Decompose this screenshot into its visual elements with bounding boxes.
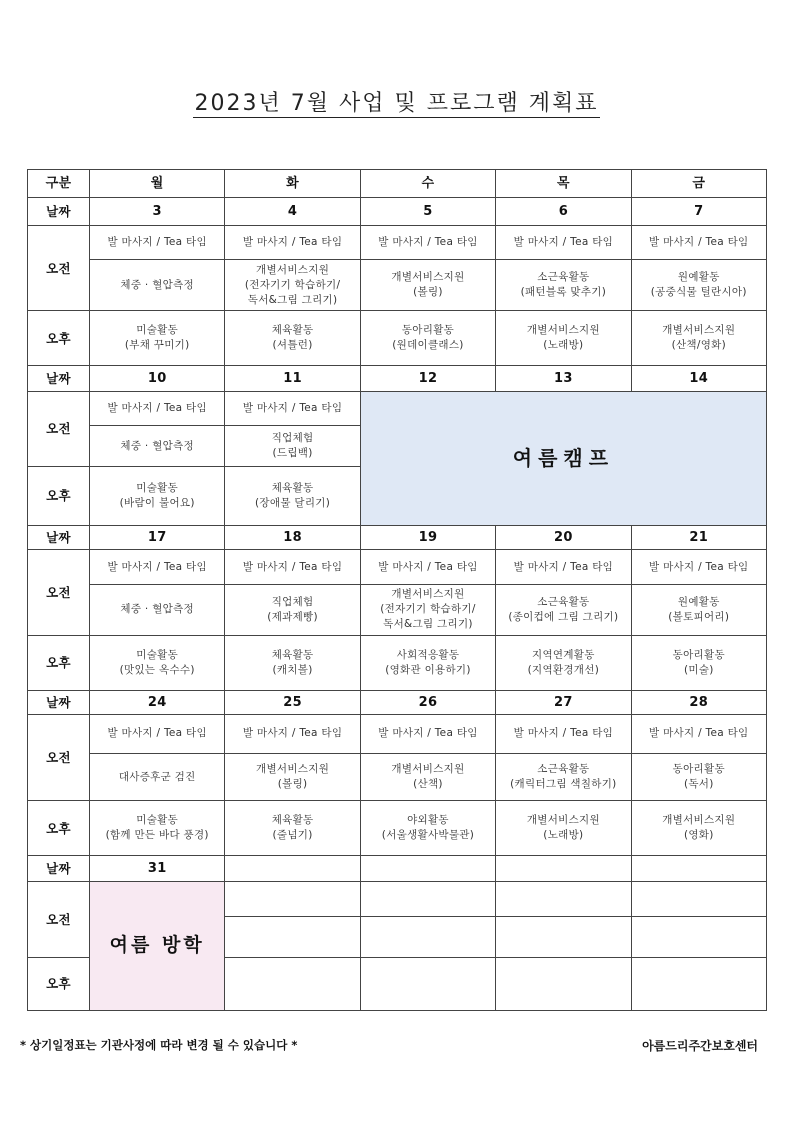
activity-line: (셔틀런)	[272, 339, 313, 352]
activity-cell	[631, 311, 766, 366]
weekday-header: 월	[90, 170, 225, 198]
activity-cell	[496, 801, 631, 856]
activity-line: (전자기기 학습하기/	[380, 603, 476, 616]
pm-label: 오후	[28, 801, 90, 856]
activity-cell	[360, 635, 495, 690]
am-row-1	[28, 225, 767, 260]
pm-label: 오후	[28, 311, 90, 366]
activity-line: 개별서비스지원	[256, 763, 330, 776]
activity-cell	[631, 260, 766, 311]
activity-line: 체중 · 혈압측정	[120, 278, 194, 291]
activity-line: 개별서비스지원	[662, 324, 736, 337]
activity-cell	[631, 801, 766, 856]
activity-cell	[496, 753, 631, 801]
summer-vacation-event: 여름 방학	[90, 881, 225, 1010]
activity-line: (부채 꾸미기)	[124, 339, 190, 352]
activity-line: (맛있는 옥수수)	[119, 663, 195, 676]
activity-cell	[225, 311, 360, 366]
day-number: 28	[631, 690, 766, 714]
pm-label: 오후	[28, 635, 90, 690]
activity-cell: 발 마사지 / Tea 타임	[631, 550, 766, 585]
pm-label: 오후	[28, 957, 90, 1010]
activity-line: (미술)	[683, 663, 714, 676]
activity-cell: 발 마사지 / Tea 타임	[631, 225, 766, 260]
am-row-1	[28, 881, 767, 917]
activity-line: (영화)	[683, 829, 714, 842]
empty-cell	[496, 856, 631, 881]
activity-cell	[225, 260, 360, 311]
activity-cell	[225, 466, 360, 525]
day-number: 7	[631, 198, 766, 225]
day-number: 31	[90, 856, 225, 881]
activity-line: 미술활동	[136, 481, 179, 494]
activity-cell: 발 마사지 / Tea 타임	[360, 225, 495, 260]
empty-cell	[360, 957, 495, 1010]
activity-line: 독서&그림 그리기)	[383, 618, 473, 631]
activity-line: 사회적응활동	[396, 648, 460, 661]
activity-line: 원예활동	[677, 271, 720, 284]
summer-camp-event: 여름캠프	[360, 391, 766, 525]
empty-cell	[360, 917, 495, 958]
activity-line: (독서)	[683, 778, 714, 791]
activity-cell	[496, 260, 631, 311]
activity-cell: 발 마사지 / Tea 타임	[90, 391, 225, 426]
activity-cell	[90, 426, 225, 467]
activity-cell: 발 마사지 / Tea 타임	[90, 550, 225, 585]
day-number: 5	[360, 198, 495, 225]
activity-line: 개별서비스지원	[391, 588, 465, 601]
pm-row	[28, 635, 767, 690]
activity-cell: 발 마사지 / Tea 타임	[496, 714, 631, 753]
activity-cell	[631, 635, 766, 690]
empty-cell	[631, 856, 766, 881]
am-label: 오전	[28, 550, 90, 635]
activity-cell: 발 마사지 / Tea 타임	[225, 391, 360, 426]
activity-line: 미술활동	[136, 324, 179, 337]
activity-line: (산책)	[413, 778, 443, 791]
pm-row	[28, 311, 767, 366]
day-number: 12	[360, 366, 495, 391]
date-row	[28, 856, 767, 881]
activity-cell: 발 마사지 / Tea 타임	[496, 225, 631, 260]
activity-cell: 발 마사지 / Tea 타임	[631, 714, 766, 753]
activity-cell	[225, 801, 360, 856]
day-number: 25	[225, 690, 360, 714]
activity-line: (패턴블록 맞추기)	[520, 286, 607, 299]
day-number: 27	[496, 690, 631, 714]
weekday-header: 화	[225, 170, 360, 198]
day-number: 4	[225, 198, 360, 225]
activity-line: 소근육활동	[537, 271, 590, 284]
activity-line: (노래방)	[543, 829, 584, 842]
activity-line: (볼링)	[277, 778, 308, 791]
activity-cell	[496, 584, 631, 635]
activity-line: (서울생활사박물관)	[381, 829, 475, 842]
activity-cell	[360, 260, 495, 311]
empty-cell	[360, 881, 495, 917]
date-label: 날짜	[28, 525, 90, 549]
activity-line: 체육활동	[271, 814, 314, 827]
day-number: 21	[631, 525, 766, 549]
day-number: 10	[90, 366, 225, 391]
empty-cell	[225, 957, 360, 1010]
date-label: 날짜	[28, 690, 90, 714]
day-number: 14	[631, 366, 766, 391]
activity-line: (전자기기 학습하기/	[244, 278, 341, 291]
activity-line: 원예활동	[677, 595, 720, 608]
empty-cell	[360, 856, 495, 881]
activity-line: (지역환경개선)	[527, 663, 600, 676]
activity-line: 동아리활동	[672, 648, 725, 661]
empty-cell	[631, 917, 766, 958]
date-row	[28, 198, 767, 225]
date-row	[28, 690, 767, 714]
activity-cell	[496, 635, 631, 690]
am-row-1	[28, 714, 767, 753]
am-label: 오전	[28, 391, 90, 466]
day-number: 13	[496, 366, 631, 391]
date-label: 날짜	[28, 856, 90, 881]
activity-line: 야외활동	[407, 814, 449, 827]
activity-cell	[360, 584, 495, 635]
activity-line: 개별서비스지원	[256, 263, 330, 276]
activity-line: (제과제빵)	[267, 610, 318, 623]
activity-cell: 발 마사지 / Tea 타임	[225, 225, 360, 260]
am-row-1	[28, 550, 767, 585]
empty-cell	[225, 856, 360, 881]
activity-line: (드립백)	[272, 447, 313, 460]
am-row-2	[28, 584, 767, 635]
day-number: 26	[360, 690, 495, 714]
pm-label: 오후	[28, 466, 90, 525]
activity-cell	[90, 753, 225, 801]
activity-line: 소근육활동	[537, 763, 590, 776]
page-title	[0, 86, 793, 117]
empty-cell	[225, 881, 360, 917]
activity-line: (장애물 달리기)	[255, 496, 331, 509]
am-label: 오전	[28, 225, 90, 310]
am-row-2	[28, 753, 767, 801]
activity-cell	[631, 584, 766, 635]
activity-cell	[225, 635, 360, 690]
organization-name: 아름드리주간보호센터	[642, 1039, 758, 1053]
activity-line: (종이컵에 그림 그리기)	[508, 610, 619, 623]
pm-row	[28, 801, 767, 856]
activity-cell	[225, 753, 360, 801]
activity-line: 체중 · 혈압측정	[120, 439, 194, 452]
date-row	[28, 366, 767, 391]
activity-line: (캐치볼)	[272, 663, 313, 676]
activity-line: 체육활동	[271, 324, 314, 337]
empty-cell	[496, 957, 631, 1010]
activity-line: 직업체험	[271, 432, 314, 445]
category-header: 구분	[28, 170, 90, 198]
day-number: 17	[90, 525, 225, 549]
activity-cell	[90, 466, 225, 525]
activity-cell	[225, 584, 360, 635]
activity-line: 미술활동	[136, 814, 179, 827]
empty-cell	[225, 917, 360, 958]
activity-line: (산책/영화)	[671, 339, 726, 352]
activity-line: (공중식물 틸란시아)	[650, 286, 747, 299]
activity-cell: 발 마사지 / Tea 타임	[496, 550, 631, 585]
am-label: 오전	[28, 714, 90, 800]
activity-line: (볼토피어리)	[668, 610, 730, 623]
activity-line: 소근육활동	[537, 595, 590, 608]
activity-cell	[90, 584, 225, 635]
activity-cell	[360, 311, 495, 366]
date-label: 날짜	[28, 198, 90, 225]
activity-line: 체중 · 혈압측정	[120, 603, 194, 616]
weekday-header: 금	[631, 170, 766, 198]
activity-line: 직업체험	[271, 595, 314, 608]
am-label: 오전	[28, 881, 90, 957]
activity-cell	[225, 426, 360, 467]
activity-cell	[360, 801, 495, 856]
schedule-change-notice: * 상기일정표는 기관사정에 따라 변경 될 수 있습니다 *	[20, 1038, 298, 1052]
day-number: 18	[225, 525, 360, 549]
activity-cell	[496, 311, 631, 366]
activity-line: 독서&그림 그리기)	[247, 293, 338, 306]
activity-line: (원데이클래스)	[392, 339, 464, 352]
schedule-table	[27, 169, 767, 1011]
activity-cell	[360, 753, 495, 801]
activity-cell	[631, 753, 766, 801]
weekday-header: 수	[360, 170, 495, 198]
activity-cell: 발 마사지 / Tea 타임	[225, 714, 360, 753]
activity-cell	[90, 260, 225, 311]
activity-line: 개별서비스지원	[391, 763, 465, 776]
activity-line: 동아리활동	[401, 324, 455, 337]
day-number: 6	[496, 198, 631, 225]
date-row	[28, 525, 767, 549]
activity-cell: 발 마사지 / Tea 타임	[225, 550, 360, 585]
weekday-header: 목	[496, 170, 631, 198]
empty-cell	[631, 881, 766, 917]
empty-cell	[496, 917, 631, 958]
activity-cell	[90, 635, 225, 690]
activity-line: (줄넘기)	[272, 829, 313, 842]
activity-line: 미술활동	[136, 648, 179, 661]
day-number: 11	[225, 366, 360, 391]
activity-cell: 발 마사지 / Tea 타임	[90, 714, 225, 753]
activity-cell	[90, 801, 225, 856]
am-row-2	[28, 260, 767, 311]
day-number: 24	[90, 690, 225, 714]
activity-line: 개별서비스지원	[662, 814, 736, 827]
activity-line: 동아리활동	[672, 763, 725, 776]
activity-cell: 발 마사지 / Tea 타임	[360, 550, 495, 585]
empty-cell	[631, 957, 766, 1010]
activity-line: (노래방)	[543, 339, 584, 352]
activity-cell	[90, 311, 225, 366]
activity-line: 지역연계활동	[532, 648, 595, 661]
activity-line: 대사증후군 검진	[118, 770, 196, 783]
am-row-1	[28, 391, 767, 426]
day-number: 19	[360, 525, 495, 549]
header-row	[28, 170, 767, 198]
day-number: 20	[496, 525, 631, 549]
activity-line: (영화관 이용하기)	[385, 663, 471, 676]
activity-cell: 발 마사지 / Tea 타임	[90, 225, 225, 260]
activity-line: 체육활동	[271, 648, 314, 661]
empty-cell	[496, 881, 631, 917]
activity-line: 개별서비스지원	[526, 814, 600, 827]
activity-cell: 발 마사지 / Tea 타임	[360, 714, 495, 753]
date-label: 날짜	[28, 366, 90, 391]
page-title-text: 2023년 7월 사업 및 프로그램 계획표	[194, 91, 599, 116]
activity-line: (볼링)	[413, 286, 443, 299]
activity-line: (바람이 불어요)	[119, 496, 195, 509]
day-number: 3	[90, 198, 225, 225]
activity-line: (캐릭터그림 색칠하기)	[510, 778, 617, 791]
activity-line: 개별서비스지원	[526, 324, 600, 337]
activity-line: (함께 만든 바다 풍경)	[105, 829, 209, 842]
activity-line: 개별서비스지원	[391, 271, 465, 284]
activity-line: 체육활동	[271, 481, 314, 494]
